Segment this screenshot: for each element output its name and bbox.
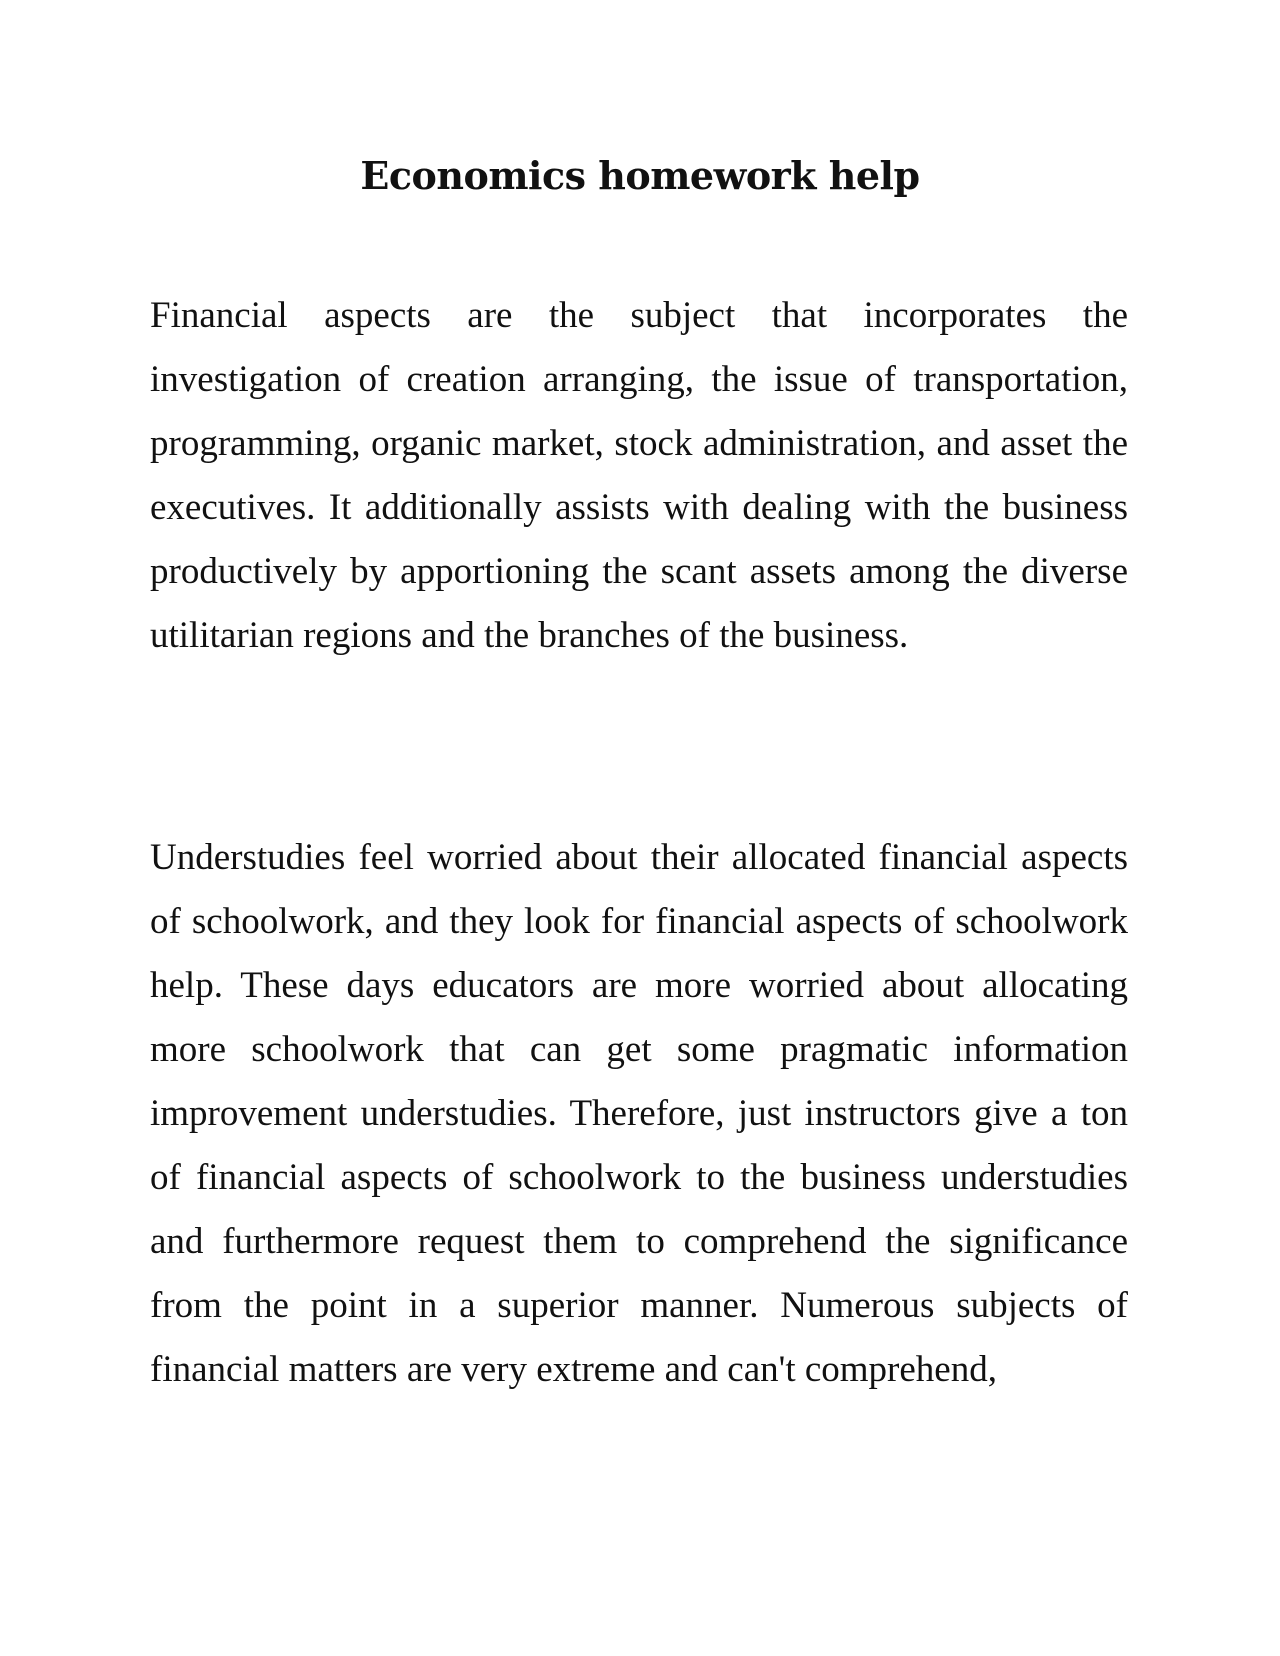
page-title: Economics homework help	[360, 153, 920, 198]
paragraph-1: Financial aspects are the subject that incorporates the investigation of creation arranging, the issue of transportation, programming, organic market, stock administration, and asset the executives. It additionally assists with dealing with the business productively by apportioning the scant assets among the diverse utilitarian regions and the branches of the business.	[150, 295, 1128, 656]
paragraph-2: Understudies feel worried about their allocated financial aspects of schoolwork, and they look for financial aspects of schoolwork help. These days educators are more worried about allocating more schoolwork that can get some pragmatic information improvement understudies. Therefore, just instructors give a ton of financial aspects of schoolwork to the business understudies and furthermore request them to comprehend the significance from the point in a superior manner. Numerous subjects of financial matters are very extreme and can't comprehend,	[150, 837, 1128, 1390]
